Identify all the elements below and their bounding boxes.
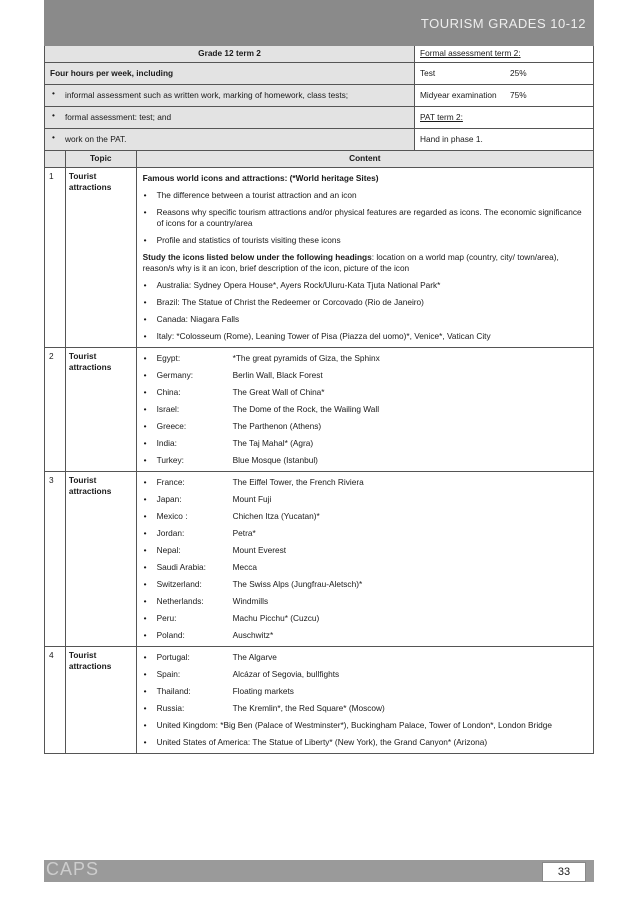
icon-attraction: Blue Mosque (Istanbul) bbox=[232, 455, 318, 465]
list-item bbox=[137, 401, 593, 418]
country: Saudi Arabia: bbox=[156, 562, 206, 572]
summary-bullet: • informal assessment such as written work, marking of homework, class tests; bbox=[45, 85, 415, 107]
list-item bbox=[137, 610, 593, 627]
row-topic: Tourist attractions bbox=[65, 472, 136, 647]
summary-bullet: • work on the PAT. bbox=[45, 129, 415, 151]
midyear-weight bbox=[415, 85, 594, 107]
list-item bbox=[137, 508, 593, 525]
table-row bbox=[45, 348, 594, 472]
list-item: • Canada: Niagara Falls bbox=[137, 311, 593, 328]
study-instructions bbox=[137, 249, 593, 277]
icon-attraction: Mount Fuji bbox=[232, 494, 272, 504]
row-topic: Tourist attractions bbox=[65, 348, 136, 472]
footer-bar bbox=[44, 860, 594, 882]
row-content bbox=[136, 168, 593, 348]
icon-attraction: The Parthenon (Athens) bbox=[232, 421, 322, 431]
icon-attraction: Mecca bbox=[232, 562, 258, 572]
caps-label: CAPS bbox=[46, 859, 100, 879]
row-topic: Tourist attractions bbox=[65, 647, 136, 754]
pat-label: PAT term 2: bbox=[415, 107, 594, 129]
country: Mexico : bbox=[156, 511, 188, 521]
row-number: 3 bbox=[45, 472, 66, 647]
country: Poland: bbox=[156, 630, 185, 640]
list-item bbox=[137, 435, 593, 452]
pat-value: Hand in phase 1. bbox=[415, 129, 594, 151]
icon-attraction: The Eiffel Tower, the French Riviera bbox=[232, 477, 364, 487]
midyear-value: 75% bbox=[510, 90, 527, 100]
row-number: 2 bbox=[45, 348, 66, 472]
icon-attraction: The Great Wall of China* bbox=[232, 387, 325, 397]
list-item: • Australia: Sydney Opera House*, Ayers Rock/Uluru-Kata Tjuta National Park* bbox=[137, 277, 593, 294]
grade-term-title: Grade 12 term 2 bbox=[45, 46, 415, 63]
summary-bullet: • formal assessment: test; and bbox=[45, 107, 415, 129]
icon-attraction: The Dome of the Rock, the Wailing Wall bbox=[232, 404, 380, 414]
icon-attraction: Mount Everest bbox=[232, 545, 287, 555]
country: Portugal: bbox=[156, 652, 190, 662]
midyear-label: Midyear examination bbox=[420, 90, 497, 100]
country: Russia: bbox=[156, 703, 185, 713]
country: China: bbox=[156, 387, 181, 397]
country: Greece: bbox=[156, 421, 187, 431]
icon-attraction: Petra* bbox=[232, 528, 256, 538]
list-item bbox=[137, 384, 593, 401]
country: India: bbox=[156, 438, 177, 448]
list-item: • The difference between a tourist attraction and an icon bbox=[137, 187, 593, 204]
list-item bbox=[137, 627, 593, 644]
test-weight bbox=[415, 63, 594, 85]
country: France: bbox=[156, 477, 185, 487]
table-row bbox=[45, 647, 594, 754]
country: Switzerland: bbox=[156, 579, 202, 589]
list-item bbox=[137, 367, 593, 384]
row-number: 4 bbox=[45, 647, 66, 754]
icon-attraction: Chichen Itza (Yucatan)* bbox=[232, 511, 320, 521]
icon-attraction: Auschwitz* bbox=[232, 630, 274, 640]
header-bar bbox=[44, 0, 594, 46]
list-item bbox=[137, 700, 593, 717]
country: Spain: bbox=[156, 669, 181, 679]
country: Thailand: bbox=[156, 686, 191, 696]
icon-attraction: The Swiss Alps (Jungfrau-Aletsch)* bbox=[232, 579, 363, 589]
icon-attraction: The Kremlin*, the Red Square* (Moscow) bbox=[232, 703, 385, 713]
country: Japan: bbox=[156, 494, 182, 504]
curriculum-table bbox=[44, 46, 594, 754]
page-number: 33 bbox=[542, 862, 586, 882]
list-item bbox=[137, 542, 593, 559]
list-item: • Italy: *Colosseum (Rome), Leaning Tower of Pisa (Piazza del uomo)*, Venice*, Vatican City bbox=[137, 328, 593, 345]
list-item bbox=[137, 683, 593, 700]
list-item bbox=[137, 649, 593, 666]
test-value: 25% bbox=[510, 68, 527, 78]
list-item bbox=[137, 593, 593, 610]
list-item bbox=[137, 350, 593, 367]
country: Egypt: bbox=[156, 353, 181, 363]
table-row bbox=[45, 472, 594, 647]
formal-assessment-label: Formal assessment term 2: bbox=[415, 46, 594, 63]
country: Turkey: bbox=[156, 455, 184, 465]
list-item: • United States of America: The Statue of Liberty* (New York), the Grand Canyon* (Arizona) bbox=[137, 734, 593, 751]
list-item: • United Kingdom: *Big Ben (Palace of Westminster*), Buckingham Palace, Tower of London*, London Bridge bbox=[137, 717, 593, 734]
list-item bbox=[137, 559, 593, 576]
content-heading: Famous world icons and attractions: (*World heritage Sites) bbox=[142, 173, 379, 183]
row-content bbox=[136, 647, 593, 754]
row-topic: Tourist attractions bbox=[65, 168, 136, 348]
list-item bbox=[137, 666, 593, 683]
list-item bbox=[137, 491, 593, 508]
study-bold: Study the icons listed below under the following headings bbox=[142, 252, 372, 262]
icon-attraction: The Algarve bbox=[232, 652, 277, 662]
list-item: • Profile and statistics of tourists visiting these icons bbox=[137, 232, 593, 249]
num-header bbox=[45, 151, 66, 168]
icon-attraction: Berlin Wall, Black Forest bbox=[232, 370, 323, 380]
icon-attraction: Alcázar of Segovia, bullfights bbox=[232, 669, 340, 679]
icon-attraction: Machu Picchu* (Cuzcu) bbox=[232, 613, 320, 623]
list-item bbox=[137, 474, 593, 491]
row-number: 1 bbox=[45, 168, 66, 348]
country: Israel: bbox=[156, 404, 180, 414]
topic-column-header: Topic bbox=[65, 151, 136, 168]
row-content bbox=[136, 472, 593, 647]
list-item bbox=[137, 576, 593, 593]
country: Germany: bbox=[156, 370, 194, 380]
country: Jordan: bbox=[156, 528, 185, 538]
icon-attraction: Windmills bbox=[232, 596, 269, 606]
icon-attraction: The Taj Mahal* (Agra) bbox=[232, 438, 314, 448]
list-item bbox=[137, 452, 593, 469]
list-item bbox=[137, 525, 593, 542]
table-row bbox=[45, 168, 594, 348]
country: Peru: bbox=[156, 613, 177, 623]
row-content bbox=[136, 348, 593, 472]
test-label: Test bbox=[420, 68, 436, 78]
icon-attraction: Floating markets bbox=[232, 686, 294, 696]
study-rest: : location on a world map (country, city/ town/area), reason/s why is it an icon, brief description of the icon, picture of the icon bbox=[142, 252, 559, 273]
document-title: TOURISM GRADES 10-12 bbox=[420, 16, 586, 31]
content-column-header: Content bbox=[136, 151, 593, 168]
hours-per-week: Four hours per week, including bbox=[45, 63, 415, 85]
country: Nepal: bbox=[156, 545, 181, 555]
list-item: • Brazil: The Statue of Christ the Redeemer or Corcovado (Rio de Janeiro) bbox=[137, 294, 593, 311]
country: Netherlands: bbox=[156, 596, 204, 606]
icon-attraction: *The great pyramids of Giza, the Sphinx bbox=[232, 353, 380, 363]
list-item bbox=[137, 418, 593, 435]
list-item: • Reasons why specific tourism attractions and/or physical features are regarded as icons. The economic significance of icons for a country/area bbox=[137, 204, 593, 232]
